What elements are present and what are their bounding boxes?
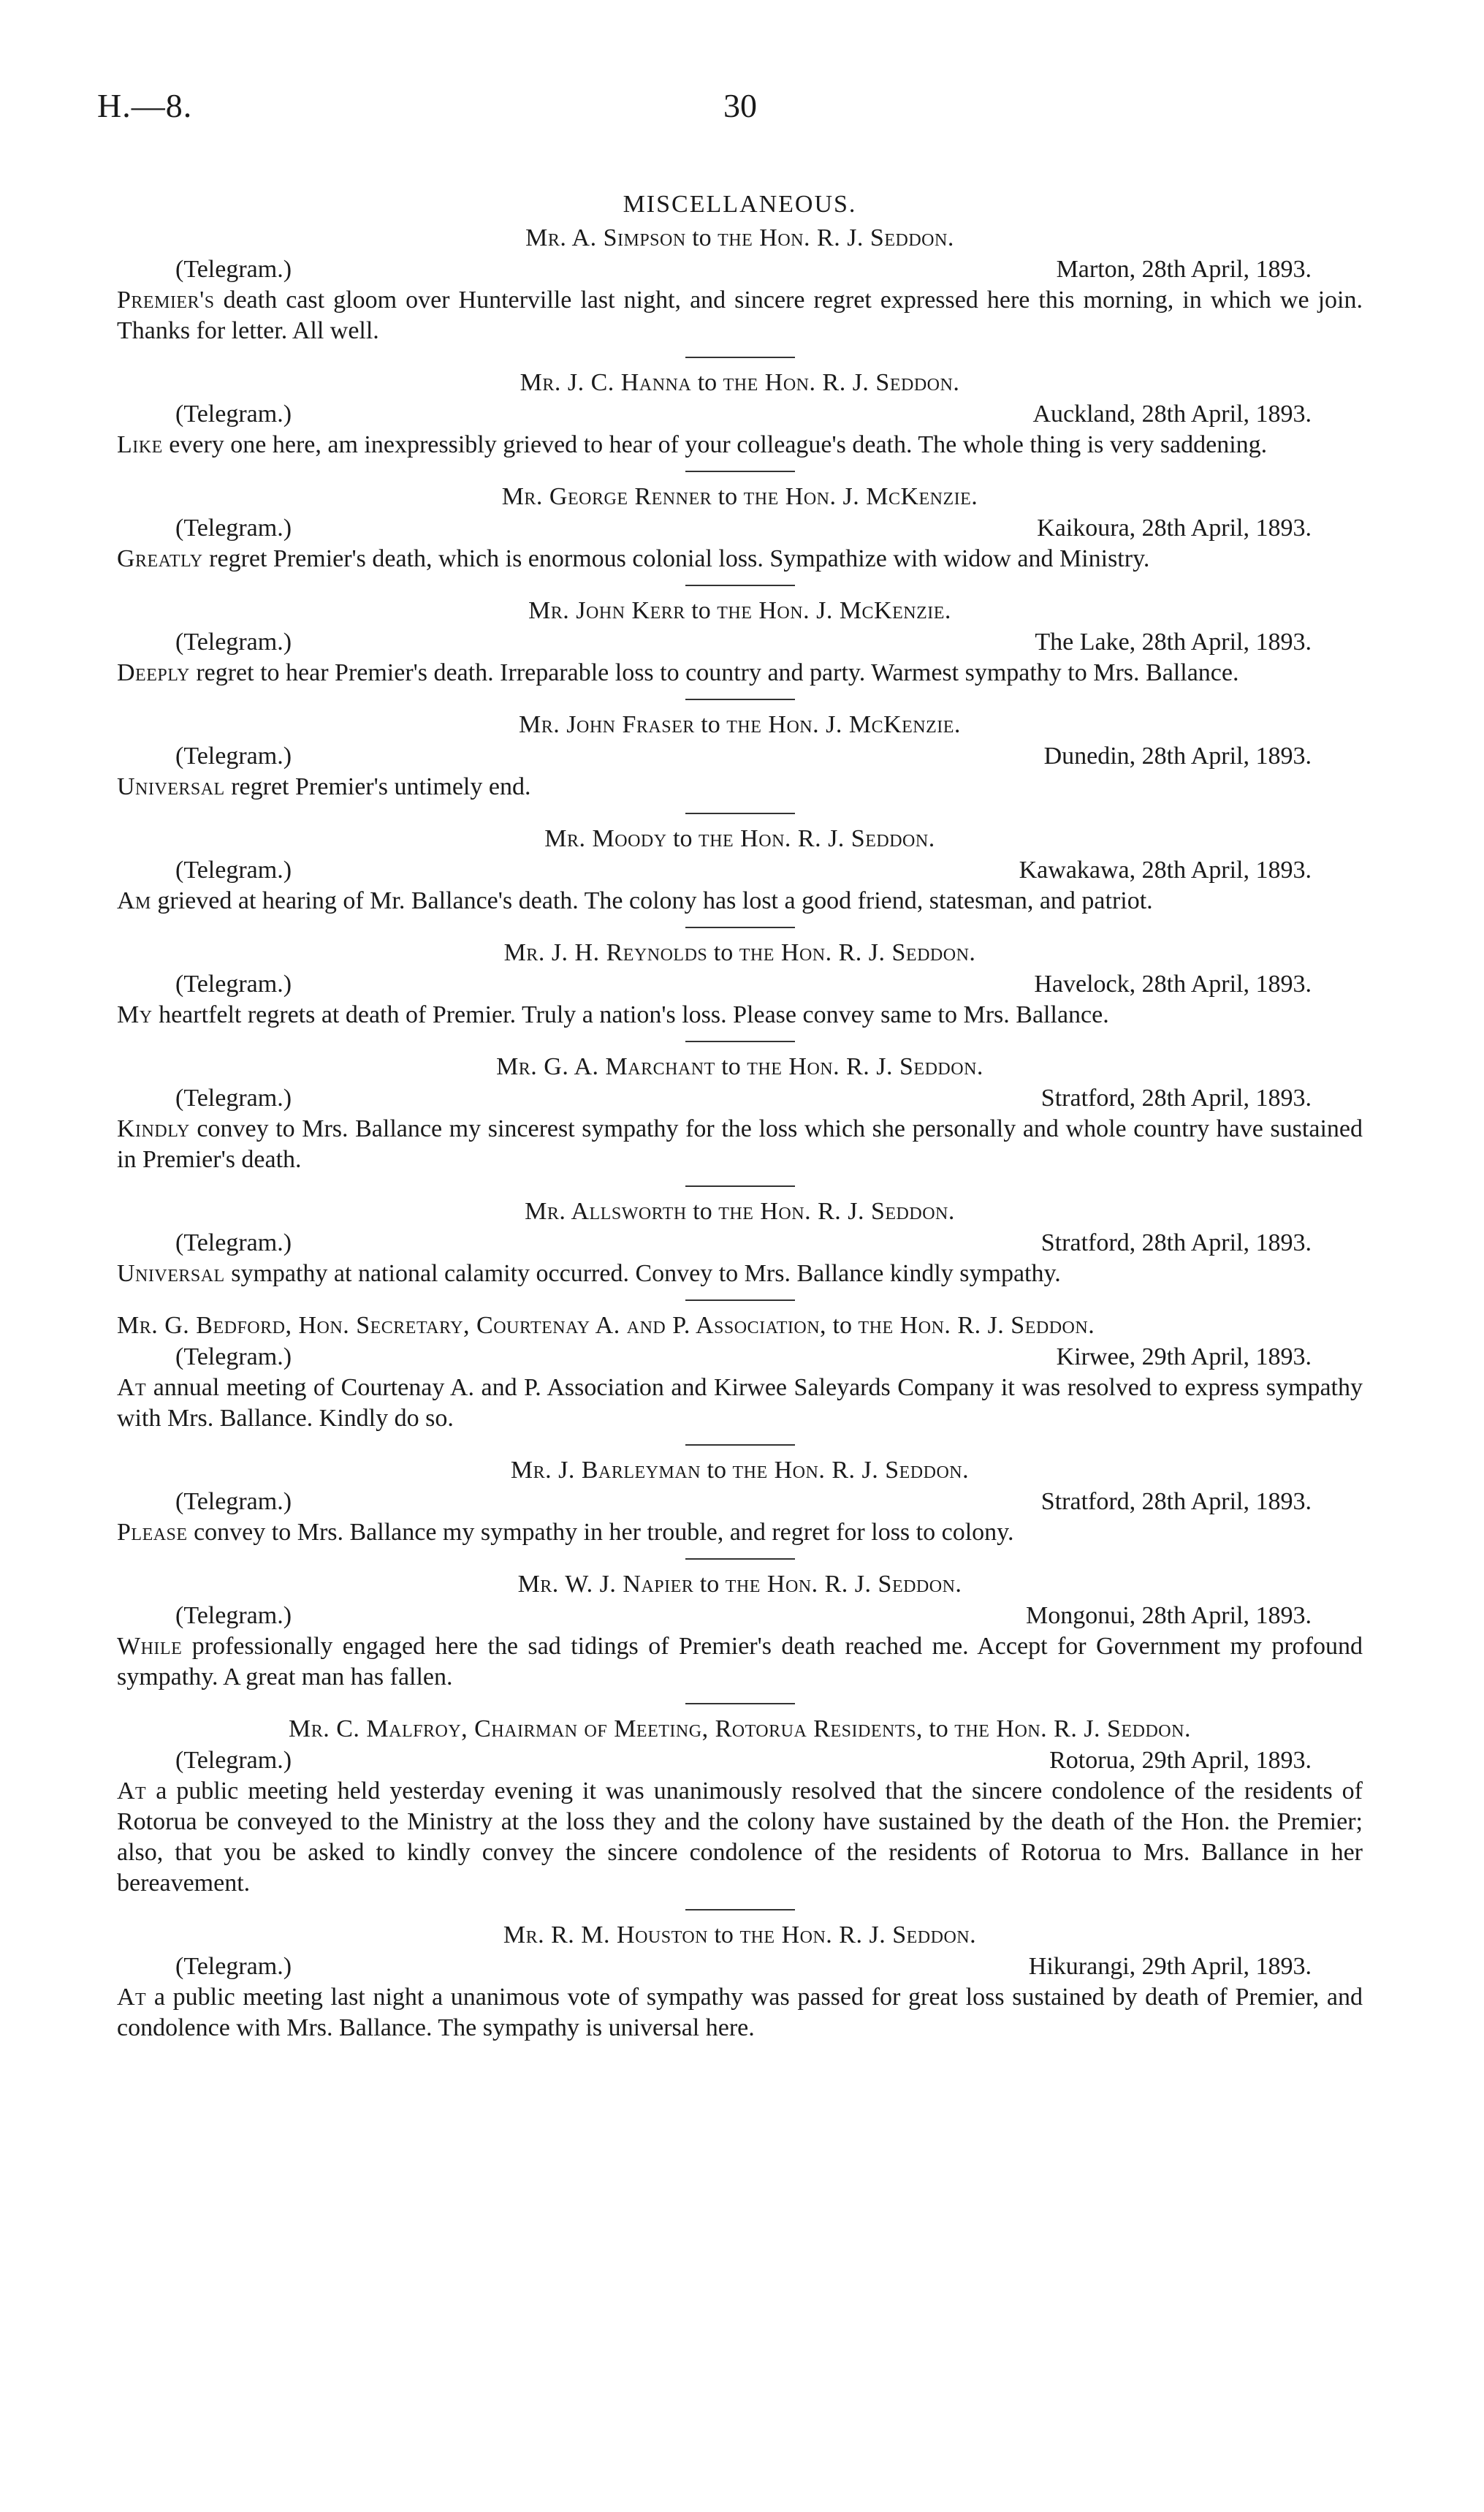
divider	[685, 1703, 795, 1704]
message-heading: Mr. J. H. Reynolds to the Hon. R. J. Seddon.	[503, 939, 976, 966]
message-text	[117, 1000, 1363, 1031]
telegram-entry	[117, 1919, 1363, 2044]
message-heading: Mr. G. Bedford, Hon. Secretary, Courtenay A. and P. Association, to the Hon. R. J. Seddon.	[117, 1312, 1095, 1339]
message-meta	[117, 1228, 1363, 1259]
message-text	[117, 1373, 1363, 1434]
lead-word: Please	[117, 1519, 188, 1546]
lead-word: Universal	[117, 1260, 225, 1287]
sender: Mr. Allsworth	[525, 1198, 687, 1225]
message-heading: Mr. R. M. Houston to the Hon. R. J. Seddon.	[503, 1921, 977, 1948]
message-type: (Telegram.)	[175, 1085, 292, 1112]
place-date: Dunedin, 28th April, 1893.	[1043, 743, 1312, 770]
telegram-entry	[117, 1454, 1363, 1548]
place-date: Kirwee, 29th April, 1893.	[1056, 1343, 1312, 1370]
message-heading: Mr. John Kerr to the Hon. J. McKenzie.	[528, 597, 951, 624]
lead-word: While	[117, 1633, 183, 1660]
telegram-entry	[117, 1310, 1363, 1434]
message-heading: Mr. W. J. Napier to the Hon. R. J. Seddon.	[517, 1571, 962, 1598]
message-type: (Telegram.)	[175, 1229, 292, 1256]
message-type: (Telegram.)	[175, 256, 292, 283]
divider	[685, 585, 795, 586]
message-text	[117, 772, 1363, 802]
sender: Mr. J. C. Hanna	[520, 369, 692, 396]
telegram-entry	[117, 823, 1363, 917]
message-type: (Telegram.)	[175, 515, 292, 542]
message-meta	[117, 855, 1363, 886]
message-meta	[117, 254, 1363, 285]
place-date: Havelock, 28th April, 1893.	[1034, 971, 1312, 998]
message-type: (Telegram.)	[175, 1953, 292, 1980]
recipient: the Hon. R. J. Seddon.	[723, 369, 960, 396]
message-type: (Telegram.)	[175, 1747, 292, 1774]
place-date: Auckland, 28th April, 1893.	[1032, 401, 1312, 428]
message-heading: Mr. Moody to the Hon. R. J. Seddon.	[544, 825, 935, 852]
recipient: the Hon. J. McKenzie.	[726, 711, 961, 738]
message-body: professionally engaged here the sad tidings of Premier's death reached me. Accept for Government my profound sympathy. A great man has fallen.	[117, 1633, 1363, 1691]
message-heading: Mr. Allsworth to the Hon. R. J. Seddon.	[525, 1198, 955, 1225]
message-type: (Telegram.)	[175, 401, 292, 428]
message-text	[117, 1114, 1363, 1175]
message-body: annual meeting of Courtenay A. and P. Association and Kirwee Saleyards Company it was resolved to express sympathy with Mrs. Ballance. Kindly do so.	[117, 1374, 1363, 1432]
sender: Mr. Moody	[544, 825, 667, 852]
place-date: Stratford, 28th April, 1893.	[1040, 1488, 1312, 1515]
message-body: a public meeting last night a unanimous vote of sympathy was passed for great loss sustained by death of Premier, and condolence with Mrs. Ballance. The sympathy is universal here.	[117, 1984, 1363, 2041]
divider	[685, 1909, 795, 1910]
lead-word: At	[117, 1374, 147, 1401]
telegram-entry	[117, 595, 1363, 688]
message-heading: Mr. G. A. Marchant to the Hon. R. J. Seddon.	[496, 1053, 983, 1080]
telegram-entry	[117, 709, 1363, 802]
message-text	[117, 1259, 1363, 1289]
sender: Mr. C. Malfroy, Chairman of Meeting, Rotorua Residents,	[289, 1715, 923, 1742]
telegram-entry	[117, 222, 1363, 346]
message-type: (Telegram.)	[175, 743, 292, 770]
lead-word: At	[117, 1984, 147, 2011]
message-text	[117, 1517, 1363, 1548]
message-body: grieved at hearing of Mr. Ballance's death. The colony has lost a good friend, statesman, and patriot.	[151, 887, 1153, 914]
message-type: (Telegram.)	[175, 629, 292, 656]
sender: Mr. John Fraser	[519, 711, 695, 738]
section-title: MISCELLANEOUS.	[623, 191, 857, 218]
telegram-entry	[117, 1196, 1363, 1289]
message-body: regret to hear Premier's death. Irreparable loss to country and party. Warmest sympathy to Mrs. Ballance.	[189, 659, 1239, 686]
divider	[685, 927, 795, 928]
lead-word: At	[117, 1777, 147, 1805]
divider	[685, 1558, 795, 1560]
sender: Mr. George Renner	[501, 483, 712, 510]
recipient: the Hon. R. J. Seddon.	[718, 1198, 955, 1225]
document-body	[117, 189, 1363, 2044]
message-body: a public meeting held yesterday evening it was unanimously resolved that the sincere condolence of the residents of Rotorua be conveyed to the Ministry at the loss they and the colony have sustained by the death of the Hon. the Premier; also, that you be asked to kindly convey the sincere condolence of the residents of Rotorua to Mrs. Ballance in her bereavement.	[117, 1777, 1363, 1897]
telegram-entry	[117, 481, 1363, 574]
message-body: heartfelt regrets at death of Premier. Truly a nation's loss. Please convey same to Mrs. Ballance.	[152, 1001, 1109, 1028]
message-body: regret Premier's untimely end.	[224, 773, 531, 800]
message-type: (Telegram.)	[175, 857, 292, 884]
sender: Mr. R. M. Houston	[503, 1921, 708, 1948]
message-type: (Telegram.)	[175, 1343, 292, 1370]
telegram-entry	[117, 937, 1363, 1031]
sender: Mr. J. H. Reynolds	[503, 939, 708, 966]
message-type: (Telegram.)	[175, 1602, 292, 1629]
page-reference: H.—8.	[97, 87, 193, 124]
place-date: Kaikoura, 28th April, 1893.	[1037, 515, 1312, 542]
divider	[685, 1041, 795, 1042]
message-body: convey to Mrs. Ballance my sincerest sympathy for the loss which she personally and whole country have sustained in Premier's death.	[117, 1115, 1363, 1173]
place-date: Stratford, 28th April, 1893.	[1040, 1085, 1312, 1112]
divider	[685, 813, 795, 814]
recipient: the Hon. R. J. Seddon.	[718, 224, 954, 251]
message-heading: Mr. George Renner to the Hon. J. McKenzie.	[501, 483, 978, 510]
telegram-entry	[117, 1713, 1363, 1899]
message-meta	[117, 627, 1363, 658]
message-heading: Mr. A. Simpson to the Hon. R. J. Seddon.	[525, 224, 954, 251]
lead-word: Greatly	[117, 545, 203, 572]
recipient: the Hon. R. J. Seddon.	[725, 1571, 962, 1598]
divider	[685, 1444, 795, 1446]
divider	[685, 699, 795, 700]
lead-word: Kindly	[117, 1115, 190, 1142]
recipient: the Hon. R. J. Seddon.	[739, 1921, 977, 1948]
telegram-entry	[117, 367, 1363, 460]
place-date: Hikurangi, 29th April, 1893.	[1028, 1953, 1312, 1980]
recipient: the Hon. R. J. Seddon.	[858, 1312, 1095, 1339]
sender: Mr. G. A. Marchant	[496, 1053, 715, 1080]
message-text	[117, 1982, 1363, 2044]
message-heading: Mr. C. Malfroy, Chairman of Meeting, Rotorua Residents, to the Hon. R. J. Seddon.	[289, 1715, 1191, 1742]
message-text	[117, 1776, 1363, 1899]
sender: Mr. A. Simpson	[525, 224, 686, 251]
place-date: Rotorua, 29th April, 1893.	[1049, 1747, 1312, 1774]
recipient: the Hon. R. J. Seddon.	[747, 1053, 983, 1080]
message-meta	[117, 513, 1363, 544]
message-meta	[117, 1951, 1363, 1982]
message-type: (Telegram.)	[175, 1488, 292, 1515]
divider	[685, 1185, 795, 1187]
page-number: 30	[723, 87, 757, 124]
telegram-entry	[117, 1051, 1363, 1175]
telegram-entry	[117, 1568, 1363, 1693]
message-text	[117, 886, 1363, 917]
sender: Mr. J. Barleyman	[510, 1457, 701, 1484]
recipient: the Hon. R. J. Seddon.	[732, 1457, 970, 1484]
sender: Mr. G. Bedford, Hon. Secretary, Courtenay A. and P. Association,	[117, 1312, 827, 1339]
message-body: death cast gloom over Hunterville last night, and sincere regret expressed here this morning, in which we join. Thanks for letter. All well.	[117, 287, 1363, 344]
place-date: Kawakawa, 28th April, 1893.	[1019, 857, 1312, 884]
recipient: the Hon. R. J. Seddon.	[699, 825, 935, 852]
lead-word: Universal	[117, 773, 225, 800]
message-heading: Mr. J. Barleyman to the Hon. R. J. Seddon.	[510, 1457, 970, 1484]
message-meta	[117, 399, 1363, 430]
message-type: (Telegram.)	[175, 971, 292, 998]
divider	[685, 471, 795, 472]
place-date: Marton, 28th April, 1893.	[1056, 256, 1312, 283]
message-meta	[117, 1745, 1363, 1776]
place-date: Stratford, 28th April, 1893.	[1040, 1229, 1312, 1256]
message-meta	[117, 1083, 1363, 1114]
message-meta	[117, 1342, 1363, 1373]
message-body: convey to Mrs. Ballance my sympathy in her trouble, and regret for loss to colony.	[187, 1519, 1014, 1546]
message-meta	[117, 1487, 1363, 1517]
lead-word: Like	[117, 431, 163, 458]
place-date: Mongonui, 28th April, 1893.	[1025, 1602, 1312, 1629]
message-text	[117, 285, 1363, 346]
message-text	[117, 430, 1363, 460]
divider	[685, 1299, 795, 1301]
message-meta	[117, 1601, 1363, 1631]
message-text	[117, 1631, 1363, 1693]
message-body: sympathy at national calamity occurred. Convey to Mrs. Ballance kindly sympathy.	[224, 1260, 1061, 1287]
message-text	[117, 544, 1363, 574]
lead-word: Am	[117, 887, 151, 914]
message-meta	[117, 741, 1363, 772]
message-text	[117, 658, 1363, 688]
recipient: the Hon. J. McKenzie.	[717, 597, 951, 624]
recipient: the Hon. J. McKenzie.	[743, 483, 978, 510]
lead-word: My	[117, 1001, 153, 1028]
sender: Mr. W. J. Napier	[517, 1571, 694, 1598]
message-meta	[117, 969, 1363, 1000]
lead-word: Premier's	[117, 287, 215, 314]
message-body: every one here, am inexpressibly grieved to hear of your colleague's death. The whole thing is very saddening.	[162, 431, 1268, 458]
sender: Mr. John Kerr	[528, 597, 685, 624]
place-date: The Lake, 28th April, 1893.	[1035, 629, 1312, 656]
message-heading: Mr. J. C. Hanna to the Hon. R. J. Seddon.	[520, 369, 960, 396]
recipient: the Hon. R. J. Seddon.	[954, 1715, 1191, 1742]
divider	[685, 357, 795, 358]
message-body: regret Premier's death, which is enormous colonial loss. Sympathize with widow and Ministry.	[202, 545, 1150, 572]
recipient: the Hon. R. J. Seddon.	[739, 939, 976, 966]
message-heading: Mr. John Fraser to the Hon. J. McKenzie.	[519, 711, 961, 738]
lead-word: Deeply	[117, 659, 190, 686]
